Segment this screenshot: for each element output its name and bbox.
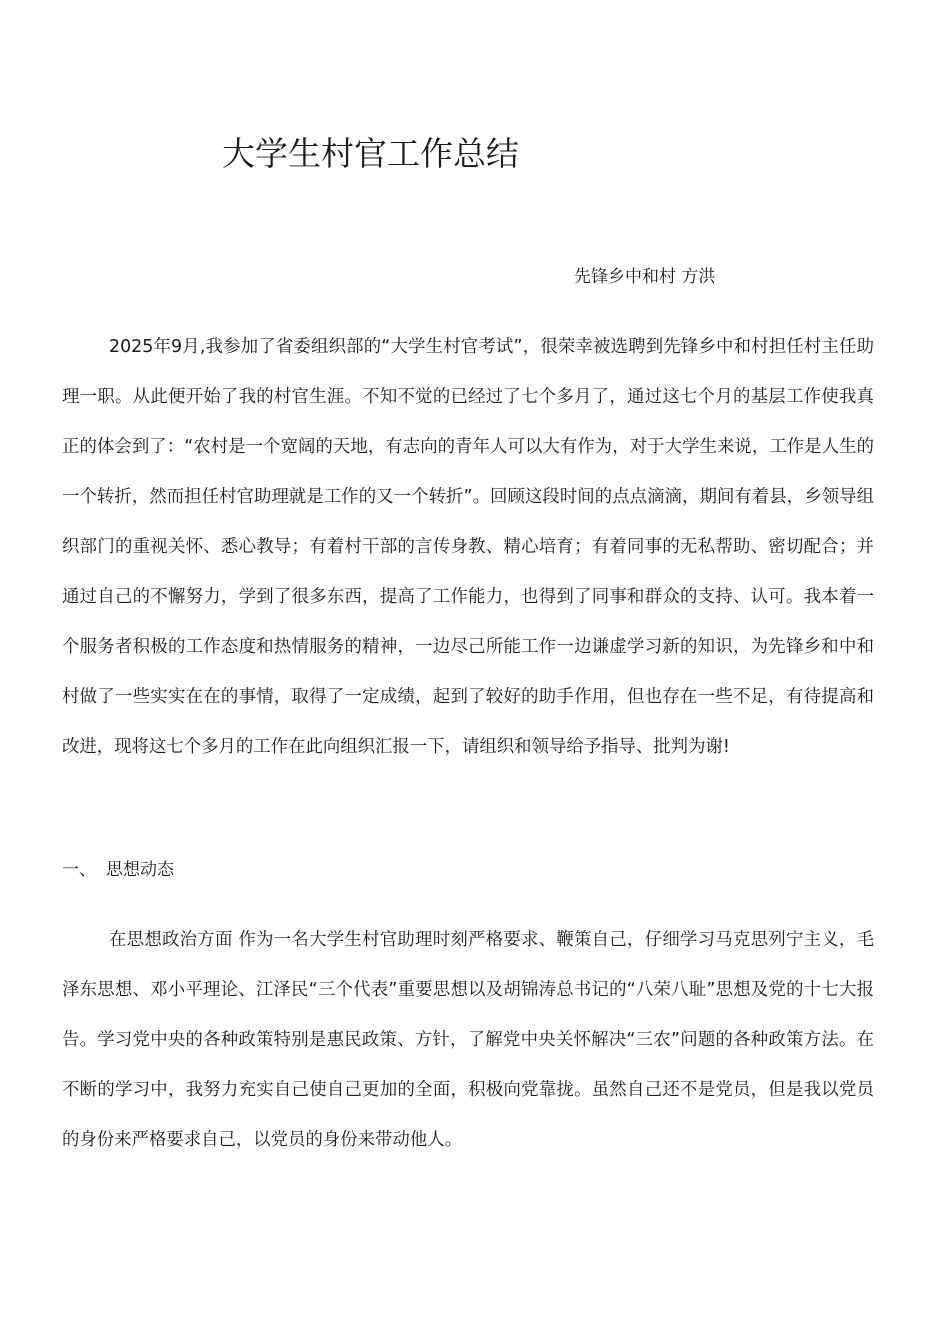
intro-paragraph: 2025年9月,我参加了省委组织部的“大学生村官考试”，很荣幸被选聘到先锋乡中和村担任村主任助理一职。从此便开始了我的村官生涯。不知不觉的已经过了七个多月了，通过这七个月的基层工作使我真正的体会到了：“农村是一个宽阔的天地，有志向的青年人可以大有作为，对于大学生来说，工作是人生的一个转折，然而担任村官助理就是工作的又一个转折”。回顾这段时间的点点滴滴，期间有着县，乡领导组织部门的重视关怀、悉心教导；有着村干部的言传身教、精心培育；有着同事的无私帮助、密切配合；并通过自己的不懈努力，学到了很多东西，提高了工作能力，也得到了同事和群众的支持、认可。我本着一个服务者积极的工作态度和热情服务的精神，一边尽己所能工作一边谦虚学习新的知识，为先锋乡和中和村做了一些实实在在的事情，取得了一定成绩，起到了较好的助手作用，但也存在一些不足，有待提高和改进，现将这七个多月的工作在此向组织汇报一下，请组织和领导给予指导、批判为谢! xyxy=(62,337,874,757)
section-number: 一、 xyxy=(62,860,96,880)
author-line: 先锋乡中和村 方洪 xyxy=(574,267,716,287)
document-title: 大学生村官工作总结 xyxy=(222,134,519,173)
section-paragraph: 在思想政治方面 作为一名大学生村官助理时刻严格要求、鞭策自己，仔细学习马克思列宁主义，毛泽东思想、邓小平理论、江泽民“三个代表”重要思想以及胡锦涛总书记的“八荣八耻”思想及党的十七大报告。学习党中央的各种政策特别是惠民政策、方针，了解党中央关怀解决“三农”问题的各种政策方法。在不断的学习中，我努力充实自己使自己更加的全面，积极向党靠拢。虽然自己还不是党员，但是我以党员的身份来严格要求自己，以党员的身份来带动他人。 xyxy=(62,930,874,1150)
section-heading xyxy=(62,855,174,880)
section-title: 思想动态 xyxy=(106,860,174,880)
